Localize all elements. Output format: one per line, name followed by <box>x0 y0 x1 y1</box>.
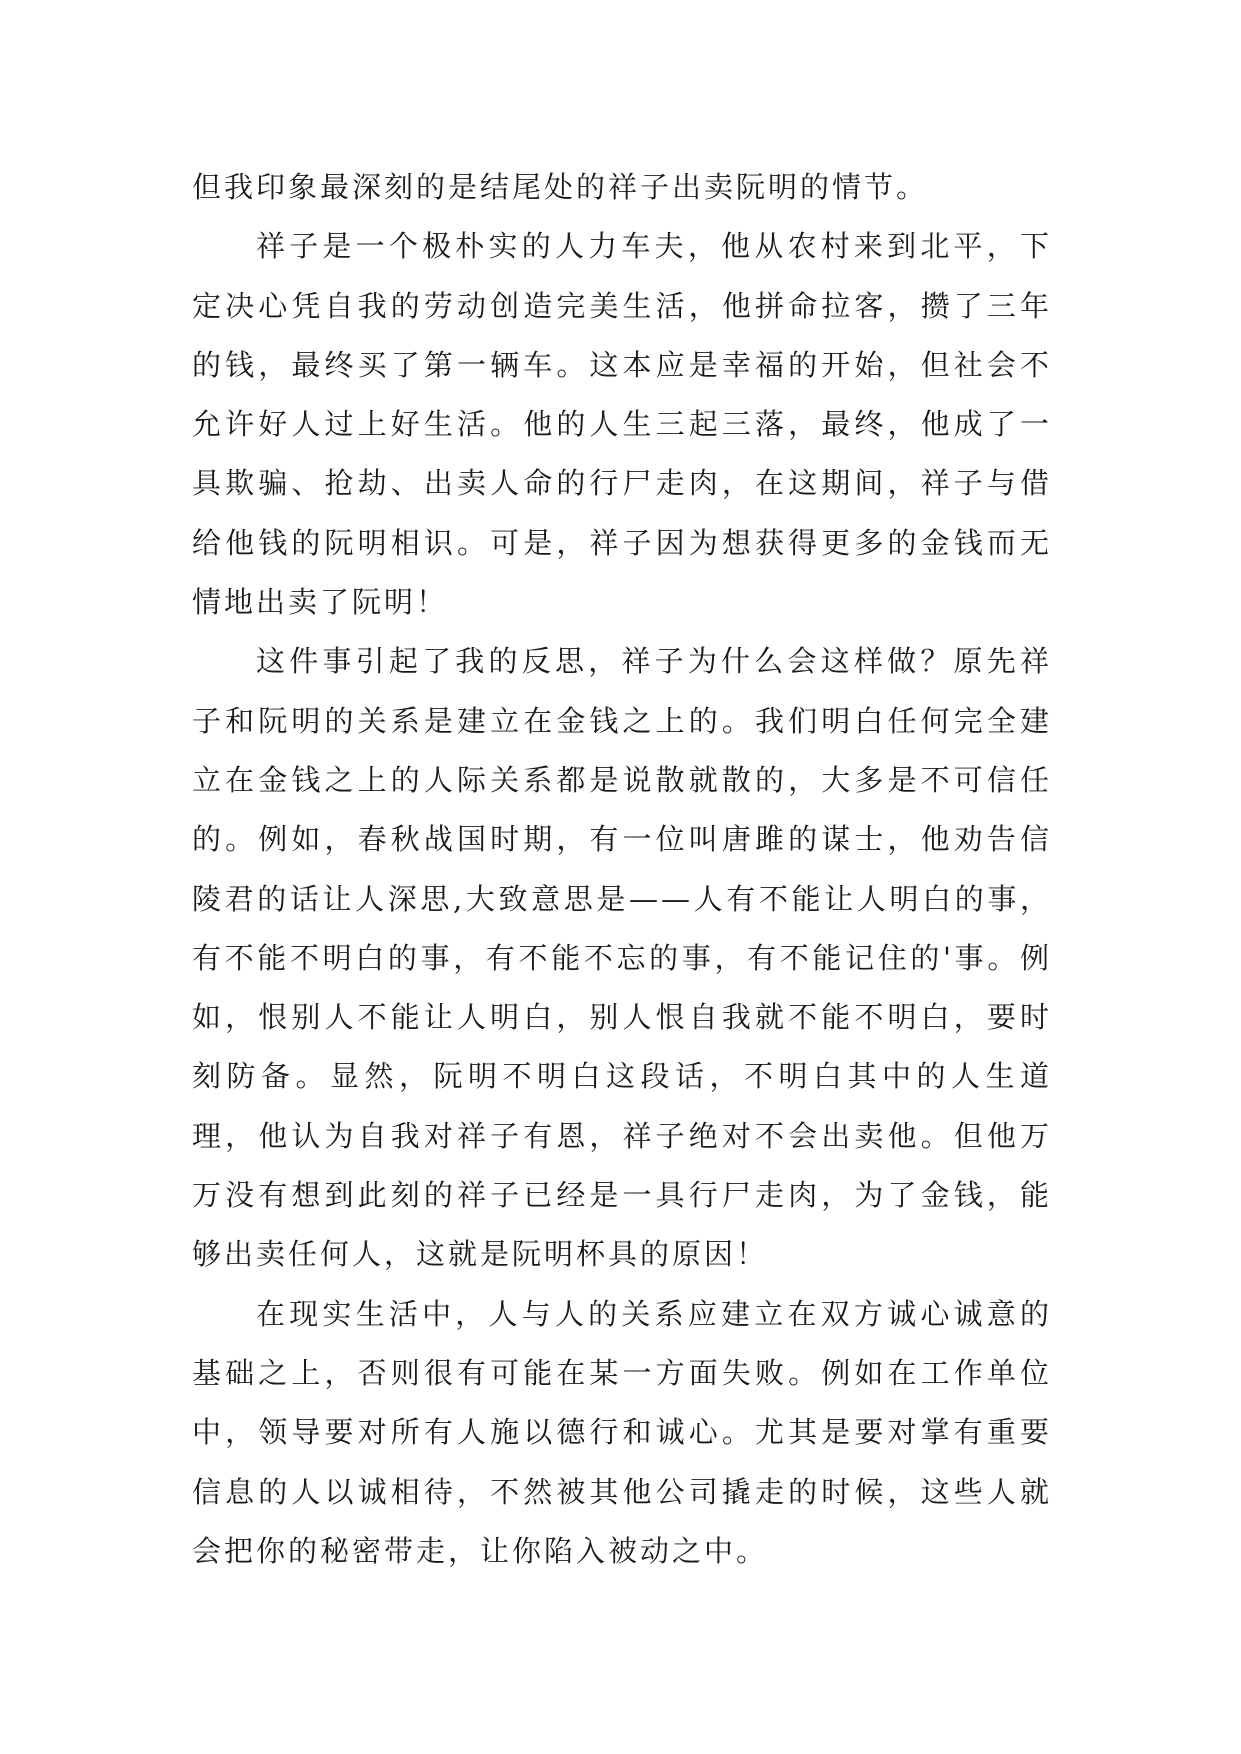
paragraph: 这件事引起了我的反思，祥子为什么会这样做？原先祥子和阮明的关系是建立在金钱之上的。我们明白任何完全建立在金钱之上的人际关系都是说散就散的，大多是不可信任的。例如，春秋战国时期，有一位叫唐雎的谋士，他劝告信陵君的话让人深思,大致意思是——人有不能让人明白的事，有不能不明白的事，有不能不忘的事，有不能记住的'事。例如，恨别人不能让人明白，别人恨自我就不能不明白，要时刻防备。显然，阮明不明白这段话，不明白其中的人生道理，他认为自我对祥子有恩，祥子绝对不会出卖他。但他万万没有想到此刻的祥子已经是一具行尸走肉，为了金钱，能够出卖任何人，这就是阮明杯具的原因！ <box>192 644 1052 1272</box>
body-text <box>192 158 1052 1581</box>
paragraph: 但我印象最深刻的是结尾处的祥子出卖阮明的情节。 <box>192 170 929 204</box>
paragraph: 在现实生活中，人与人的关系应建立在双方诚心诚意的基础之上，否则很有可能在某一方面失败。例如在工作单位中，领导要对所有人施以德行和诚心。尤其是要对掌有重要信息的人以诚相待，不然被其他公司撬走的时候，这些人就会把你的秘密带走，让你陷入被动之中。 <box>192 1296 1052 1568</box>
paragraph: 祥子是一个极朴实的人力车夫，他从农村来到北平，下定决心凭自我的劳动创造完美生活，他拼命拉客，攒了三年的钱，最终买了第一辆车。这本应是幸福的开始，但社会不允许好人过上好生活。他的人生三起三落，最终，他成了一具欺骗、抢劫、出卖人命的行尸走肉，在这期间，祥子与借给他钱的阮明相识。可是，祥子因为想获得更多的金钱而无情地出卖了阮明！ <box>192 229 1052 620</box>
